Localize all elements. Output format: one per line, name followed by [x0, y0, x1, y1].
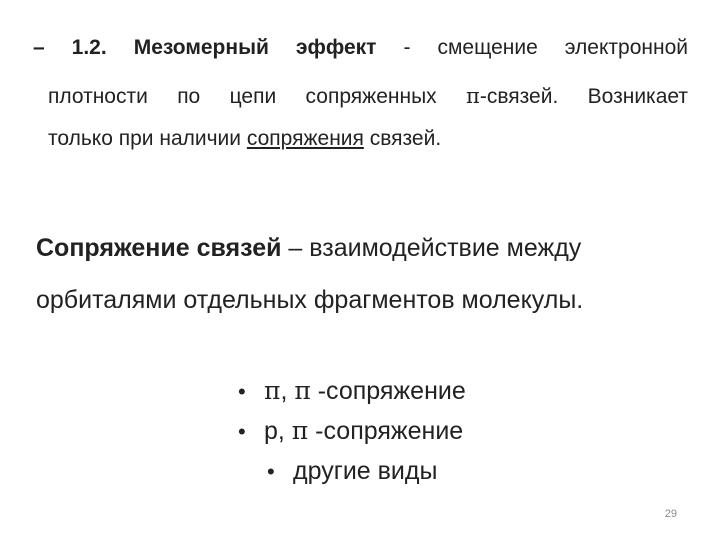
definition-text-1: смещение электронной — [437, 36, 688, 59]
definition-text-3a: только при наличии — [48, 127, 242, 150]
conjugation-definition-text-2: орбиталями отдельных фрагментов молекулы. — [36, 286, 584, 314]
definition-text-3b: связей. — [369, 127, 442, 150]
mesomeric-effect-line-3 — [48, 127, 688, 151]
bullet-text: другие виды — [293, 457, 438, 485]
pi-symbol: π — [294, 376, 311, 405]
definition-text-2b: -связей. Возникает — [479, 85, 688, 108]
definition-text-2a: плотности по цепи сопряженных — [48, 85, 437, 108]
bullet-separator: , — [280, 377, 295, 405]
bullet-text: -сопряжение — [308, 417, 464, 445]
conjugation-definition-line-2 — [36, 285, 583, 315]
term-conjugation: Сопряжение связей — [36, 234, 282, 262]
mesomeric-effect-line-1 — [33, 36, 688, 60]
bullet-dot: • — [238, 419, 246, 444]
pi-symbol: π — [466, 84, 480, 108]
bullet-p-pi-conjugation — [238, 416, 463, 447]
term-mesomeric-effect: Мезомерный эффект — [133, 36, 377, 59]
mesomeric-effect-line-2 — [48, 84, 688, 109]
conjugation-link[interactable]: сопряжения — [246, 127, 364, 150]
conjugation-definition-line-1 — [36, 233, 581, 263]
bullet-other-types — [267, 456, 437, 487]
conjugation-definition-text-1: – взаимодействие между — [281, 234, 582, 262]
section-number: – 1.2. — [33, 36, 107, 59]
bullet-pi-pi-conjugation — [238, 376, 466, 407]
definition-dash: - — [403, 36, 411, 59]
pi-symbol: π — [264, 376, 281, 405]
bullet-dot: • — [267, 459, 275, 484]
bullet-dot: • — [238, 379, 246, 404]
pi-symbol: π — [291, 416, 309, 445]
bullet-text: -сопряжение — [310, 377, 466, 405]
page-number: 29 — [664, 508, 677, 520]
bullet-p-label: p, — [264, 417, 292, 445]
